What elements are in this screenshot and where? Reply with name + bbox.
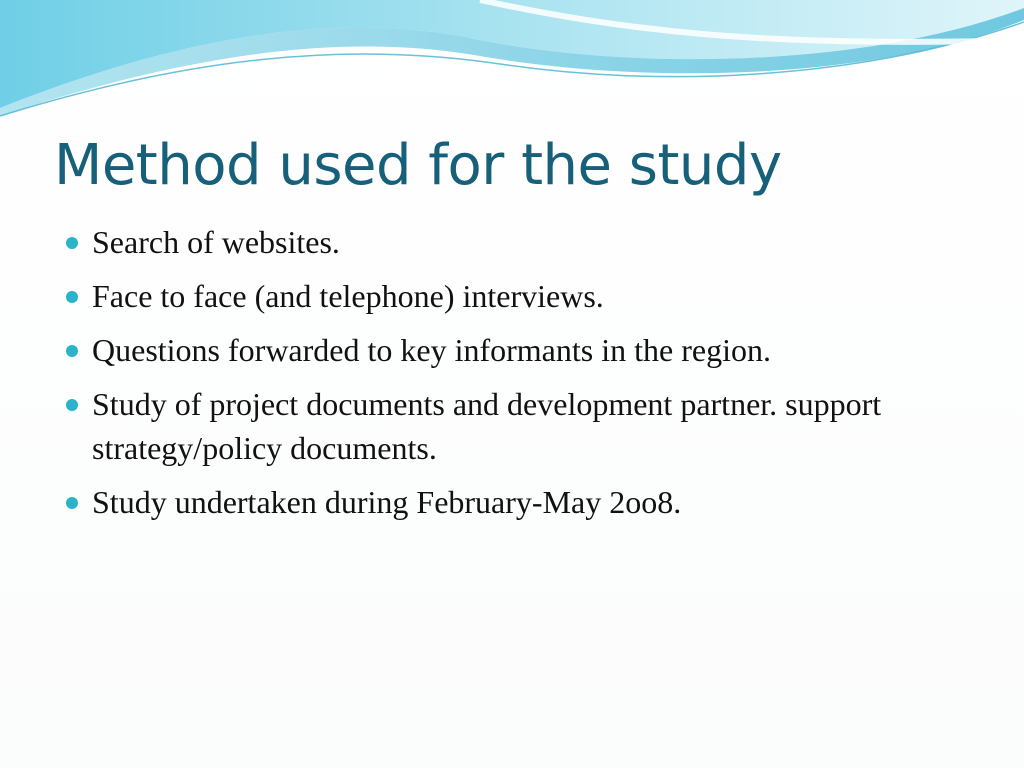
bullet-text: Search of websites. — [92, 224, 340, 260]
bullet-icon — [66, 291, 78, 303]
bullet-list — [64, 220, 984, 534]
bullet-text: Questions forwarded to key informants in the region. — [92, 332, 771, 368]
bullet-icon — [66, 237, 78, 249]
bullet-item — [64, 220, 984, 264]
bullet-text: Study undertaken during February-May 2oo8. — [92, 484, 682, 520]
bullet-item — [64, 328, 984, 372]
slide-title: Method used for the study — [54, 133, 782, 198]
bullet-icon — [66, 497, 78, 509]
bullet-item — [64, 382, 984, 470]
bullet-text: Study of project documents and development partner. support strategy/policy documents. — [92, 386, 882, 466]
bullet-icon — [66, 399, 78, 411]
bullet-item — [64, 274, 984, 318]
bullet-item — [64, 480, 984, 524]
bullet-icon — [66, 345, 78, 357]
header-wave-decoration — [0, 0, 1024, 130]
bullet-text: Face to face (and telephone) interviews. — [92, 278, 604, 314]
